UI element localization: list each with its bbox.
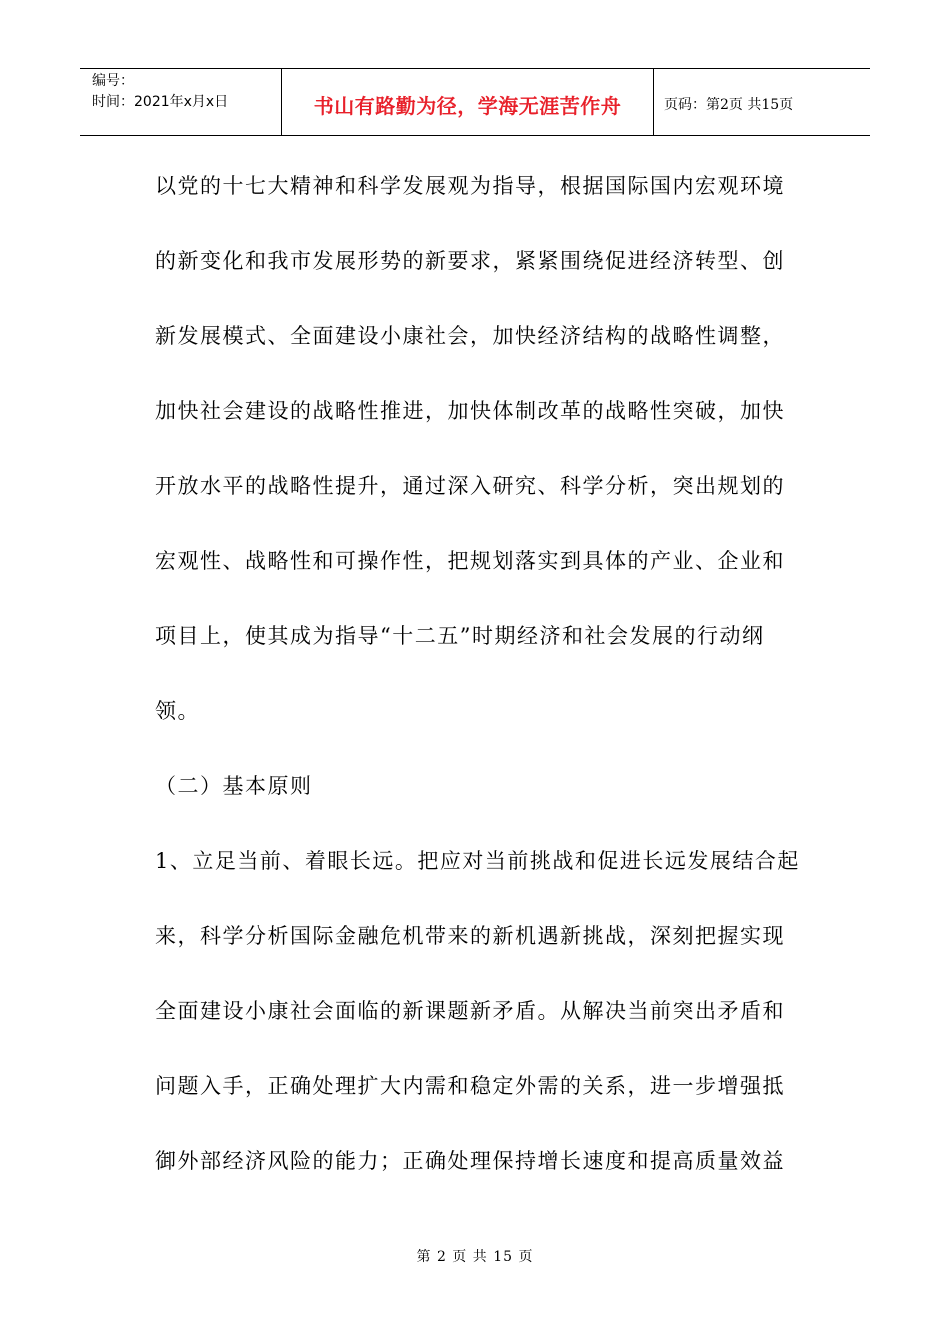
body-line: 新发展模式、全面建设小康社会，加快经济结构的战略性调整， [155,324,785,348]
header-motto: 书山有路勤为径，学海无涯苦作舟 [282,69,654,135]
page-footer: 第 2 页 共 15 页 [416,1249,534,1265]
header-meta [80,69,282,135]
body-line: 问题入手，正确处理扩大内需和稳定外需的关系，进一步增强抵 [155,1074,785,1098]
document-date-label: 时间：2021年x月x日 [92,94,229,110]
body-line: 项目上，使其成为指导“十二五”时期经济和社会发展的行动纲 [155,624,765,648]
header-page-info: 页码：第2页 共15页 [664,97,794,113]
body-line: 的新变化和我市发展形势的新要求，紧紧围绕促进经济转型、创 [155,249,785,273]
body-line: 加快社会建设的战略性推进，加快体制改革的战略性突破，加快 [155,399,785,423]
body-line: 以党的十七大精神和科学发展观为指导，根据国际国内宏观环境 [155,174,785,198]
section-heading: （二）基本原则 [155,774,313,798]
document-body [155,152,800,1202]
body-line: 领。 [155,699,200,723]
body-line: 全面建设小康社会面临的新课题新矛盾。从解决当前突出矛盾和 [155,999,785,1023]
body-line: 来，科学分析国际金融危机带来的新机遇新挑战，深刻把握实现 [155,924,785,948]
body-line: 开放水平的战略性提升，通过深入研究、科学分析，突出规划的 [155,474,785,498]
body-line: 御外部经济风险的能力；正确处理保持增长速度和提高质量效益 [155,1149,785,1173]
document-header [80,68,870,136]
body-line: 宏观性、战略性和可操作性，把规划落实到具体的产业、企业和 [155,549,785,573]
body-line: 1、立足当前、着眼长远。把应对当前挑战和促进长远发展结合起 [155,849,800,873]
document-number-label: 编号： [92,73,134,89]
